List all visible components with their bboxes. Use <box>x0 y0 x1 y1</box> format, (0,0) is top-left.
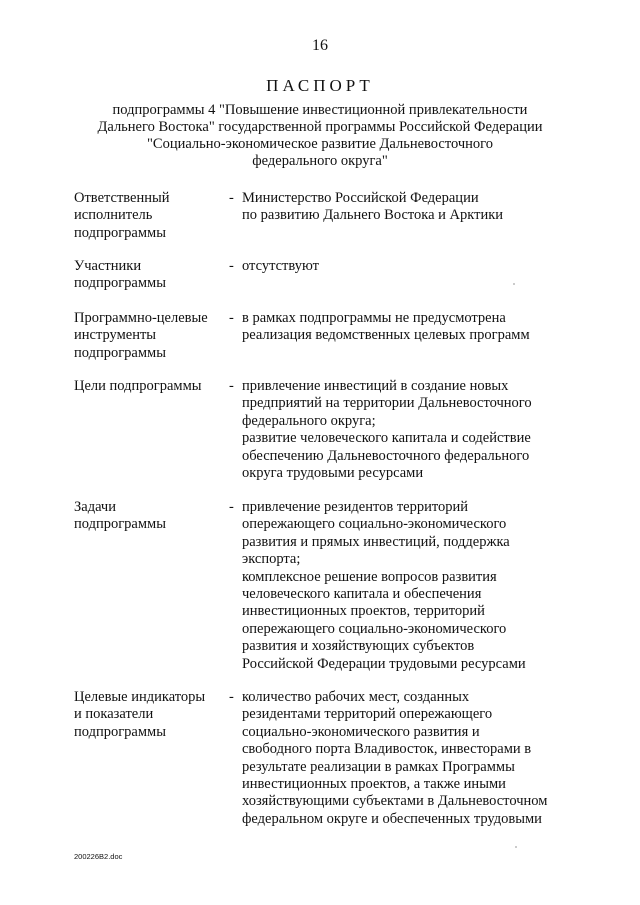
row-value-line: хозяйствующими субъектами в Дальневосточном <box>242 793 548 810</box>
row-value-line: по развитию Дальнего Востока и Арктики <box>242 207 504 224</box>
scan-speck <box>513 283 515 285</box>
row-dash: - <box>229 378 234 394</box>
row-value-line: предприятий на территории Дальневосточного <box>242 395 532 412</box>
row-value-line: привлечение резидентов территорий <box>242 499 469 515</box>
row-value-line: в рамках подпрограммы не предусмотрена <box>242 310 506 326</box>
row-label <box>74 689 224 741</box>
row-label <box>74 258 224 293</box>
row-label-line: исполнитель <box>74 207 153 224</box>
row-value-line: развития и прямых инвестиций, поддержка <box>242 533 510 550</box>
row-dash: - <box>229 190 234 206</box>
row-value-line: резидентами территорий опережающего <box>242 706 493 723</box>
row-label-line: подпрограммы <box>74 344 166 361</box>
row-label-line: подпрограммы <box>74 224 166 241</box>
subtitle-line: Дальнего Востока" государственной программы Российской Федерации <box>97 119 543 135</box>
row-value-line: развитие человеческого капитала и содействие <box>242 430 531 447</box>
subtitle-line: федерального округа" <box>252 153 388 169</box>
row-label <box>74 378 224 395</box>
row-label-line: инструменты <box>74 327 157 344</box>
row-value-line: экспорта; <box>242 551 301 568</box>
row-value-line: реализация ведомственных целевых программ <box>242 327 530 344</box>
row-value <box>242 689 572 828</box>
row-value-line: человеческого капитала и обеспечения <box>242 586 482 603</box>
row-label-line: Задачи <box>74 499 116 515</box>
row-label <box>74 190 224 242</box>
row-value <box>242 499 572 673</box>
row-value-line: количество рабочих мест, созданных <box>242 689 470 705</box>
row-value <box>242 310 572 345</box>
row-label <box>74 310 224 362</box>
row-value-line: Министерство Российской Федерации <box>242 190 479 206</box>
scan-speck <box>515 846 517 848</box>
row-value-line: федеральном округе и обеспеченных трудовыми <box>242 810 542 827</box>
row-value-line: опережающего социально-экономического <box>242 516 507 533</box>
row-value <box>242 378 572 482</box>
row-label-line: и показатели <box>74 706 154 723</box>
row-label-line: Ответственный <box>74 190 170 206</box>
row-value-line: привлечение инвестиций в создание новых <box>242 378 509 394</box>
row-label-line: подпрограммы <box>74 275 166 292</box>
row-label-line: подпрограммы <box>74 516 166 533</box>
row-dash: - <box>229 499 234 515</box>
row-label-line: Цели подпрограммы <box>74 378 202 394</box>
row-value-line: федерального округа; <box>242 412 376 429</box>
row-value-line: округа трудовыми ресурсами <box>242 465 424 482</box>
page-number: 16 <box>312 37 328 54</box>
row-value-line: инвестиционных проектов, а также иными <box>242 776 506 793</box>
row-value-line: социально-экономического развития и <box>242 723 480 740</box>
row-value <box>242 190 572 225</box>
row-dash: - <box>229 258 234 274</box>
row-value-line: развития и хозяйствующих субъектов <box>242 638 475 655</box>
row-value-line: обеспечению Дальневосточного федерального <box>242 447 530 464</box>
document-subtitle <box>80 102 560 170</box>
row-value-line: Российской Федерации трудовыми ресурсами <box>242 655 526 672</box>
row-label-line: Программно-целевые <box>74 310 208 326</box>
row-value-line: результате реализации в рамках Программы <box>242 758 515 775</box>
row-dash: - <box>229 310 234 326</box>
row-label-line: Участники <box>74 258 142 274</box>
row-value-line: отсутствуют <box>242 258 319 274</box>
row-label-line: Целевые индикаторы <box>74 689 206 705</box>
document-title: ПАСПОРТ <box>266 76 374 95</box>
subtitle-line: подпрограммы 4 "Повышение инвестиционной привлекательности <box>112 102 528 118</box>
row-dash: - <box>229 689 234 705</box>
row-value-line: опережающего социально-экономического <box>242 620 507 637</box>
row-value-line: инвестиционных проектов, территорий <box>242 603 485 620</box>
row-value-line: свободного порта Владивосток, инвесторами в <box>242 741 532 758</box>
file-name-footer: 200226B2.doc <box>74 852 123 861</box>
row-label-line: подпрограммы <box>74 723 166 740</box>
subtitle-line: "Социально-экономическое развитие Дальневосточного <box>146 136 493 152</box>
row-value <box>242 258 572 275</box>
row-label <box>74 499 224 534</box>
row-value-line: комплексное решение вопросов развития <box>242 568 497 585</box>
